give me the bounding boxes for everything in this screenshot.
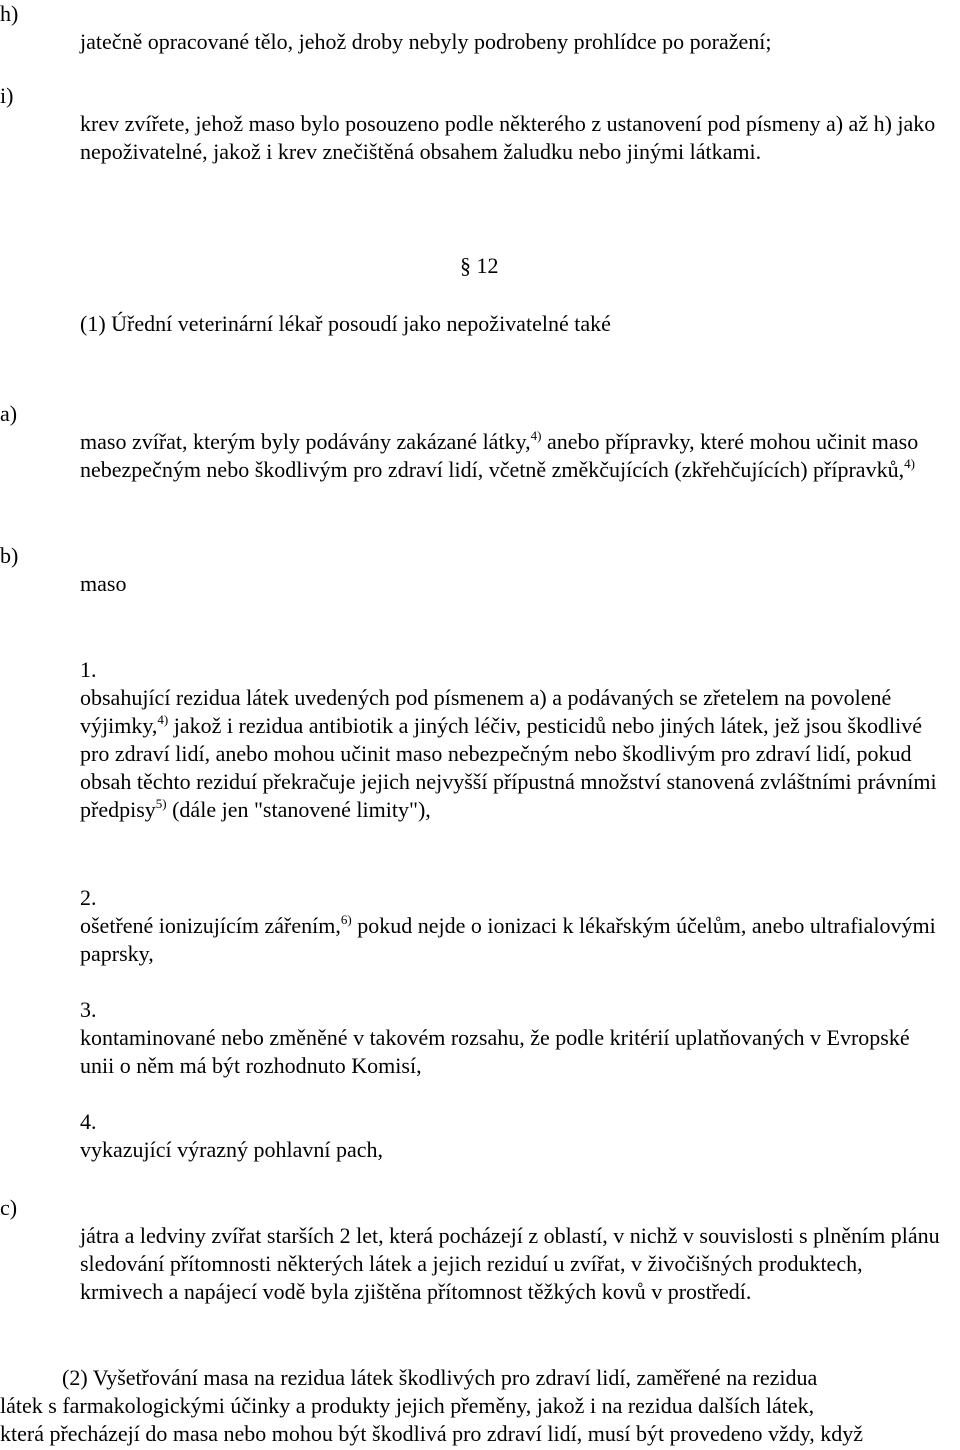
subitem-text-3: kontaminované nebo změněné v takovém rozsahu, že podle kritérií uplatňovaných v Evropské unii o něm má být rozhodnuto Komisí, — [80, 1025, 910, 1078]
subitem-2-text-part2: pokud nejde o ionizaci k lékařským účelům, anebo ultrafialovými paprsky, — [80, 913, 936, 966]
subitem-text-1 — [80, 684, 940, 824]
section-heading: § 12 — [460, 253, 499, 278]
item-text-i: krev zvířete, jehož maso bylo posouzeno podle některého z ustanovení pod písmeny a) až h) jako nepoživatelné, jakož i krev znečištěná obsahem žaludku nebo jinými látkami. — [80, 111, 936, 164]
subitem-text-4: vykazující výrazný pohlavní pach, — [80, 1137, 384, 1162]
item-marker-h: h) — [0, 1, 19, 26]
subitem-1-text-part3: (dále jen "stanovené limity"), — [166, 797, 431, 822]
paragraph-2-line-1: (2) Vyšetřování masa na rezidua látek škodlivých pro zdraví lidí, zaměřené na rezidua — [62, 1365, 818, 1390]
subitem-marker-2: 2. — [80, 885, 97, 910]
item-text-b: maso — [80, 571, 127, 596]
item-marker-b: b) — [0, 543, 19, 568]
item-marker-c: c) — [0, 1195, 18, 1220]
item-text-h: jatečně opracované tělo, jehož droby nebyly podrobeny prohlídce po poražení; — [80, 29, 772, 54]
subitem-marker-3: 3. — [80, 997, 97, 1022]
footnote-ref-4: 4) — [157, 711, 169, 727]
footnote-ref-4: 4) — [530, 427, 542, 443]
paragraph-2-line-2: látek s farmakologickými účinky a produkty jejich přeměny, jakož i na rezidua dalších látek, — [0, 1393, 815, 1418]
item-text-c: játra a ledviny zvířat starších 2 let, která pocházejí z oblastí, v nichž v souvislosti s plněním plánu sledování přítomnosti některých látek a jejich reziduí u zvířat, v živočišných produktech, krmivech a napájecí vodě byla zjištěna přítomnost těžkých kovů v prostředí. — [80, 1223, 940, 1304]
footnote-ref-6: 6) — [340, 911, 352, 927]
item-marker-a: a) — [0, 401, 18, 426]
subitem-1-text-part1: obsahující rezidua látek uvedených pod písmenem a) a podávaných se zřetelem na povolené výjimky, — [80, 685, 892, 738]
subitem-marker-1: 1. — [80, 657, 97, 682]
item-marker-i: i) — [0, 83, 14, 108]
subitem-text-2 — [80, 912, 940, 968]
item-a-text-part2: anebo přípravky, které mohou učinit maso nebezpečným nebo škodlivým pro zdraví lidí, včetně změkčujících (zkřehčujících) přípravků, — [80, 429, 919, 482]
item-a-text-part1: maso zvířat, kterým byly podávány zakázané látky, — [80, 429, 531, 454]
footnote-ref-5: 5) — [155, 795, 167, 811]
subitem-marker-4: 4. — [80, 1109, 97, 1134]
subitem-1-text-part2: jakož i rezidua antibiotik a jiných léčiv, pesticidů nebo jiných látek, jež jsou škodlivé pro zdraví lidí, anebo mohou učinit maso nebezpečným nebo škodlivým pro zdraví lidí, pokud obsah těchto reziduí překračuje jejich nejvyšší přípustná množství stanovená zvláštními právními předpisy — [80, 713, 937, 822]
subitem-2-text-part1: ošetřené ionizujícím zářením, — [80, 913, 341, 938]
paragraph-2-line-3: která přecházejí do masa nebo mohou být škodlivá pro zdraví lidí, musí být provedeno vždy, když — [0, 1421, 864, 1446]
footnote-ref-4: 4) — [904, 455, 915, 471]
paragraph-1-intro: (1) Úřední veterinární lékař posoudí jako nepoživatelné také — [80, 311, 611, 336]
item-text-a — [80, 428, 940, 484]
